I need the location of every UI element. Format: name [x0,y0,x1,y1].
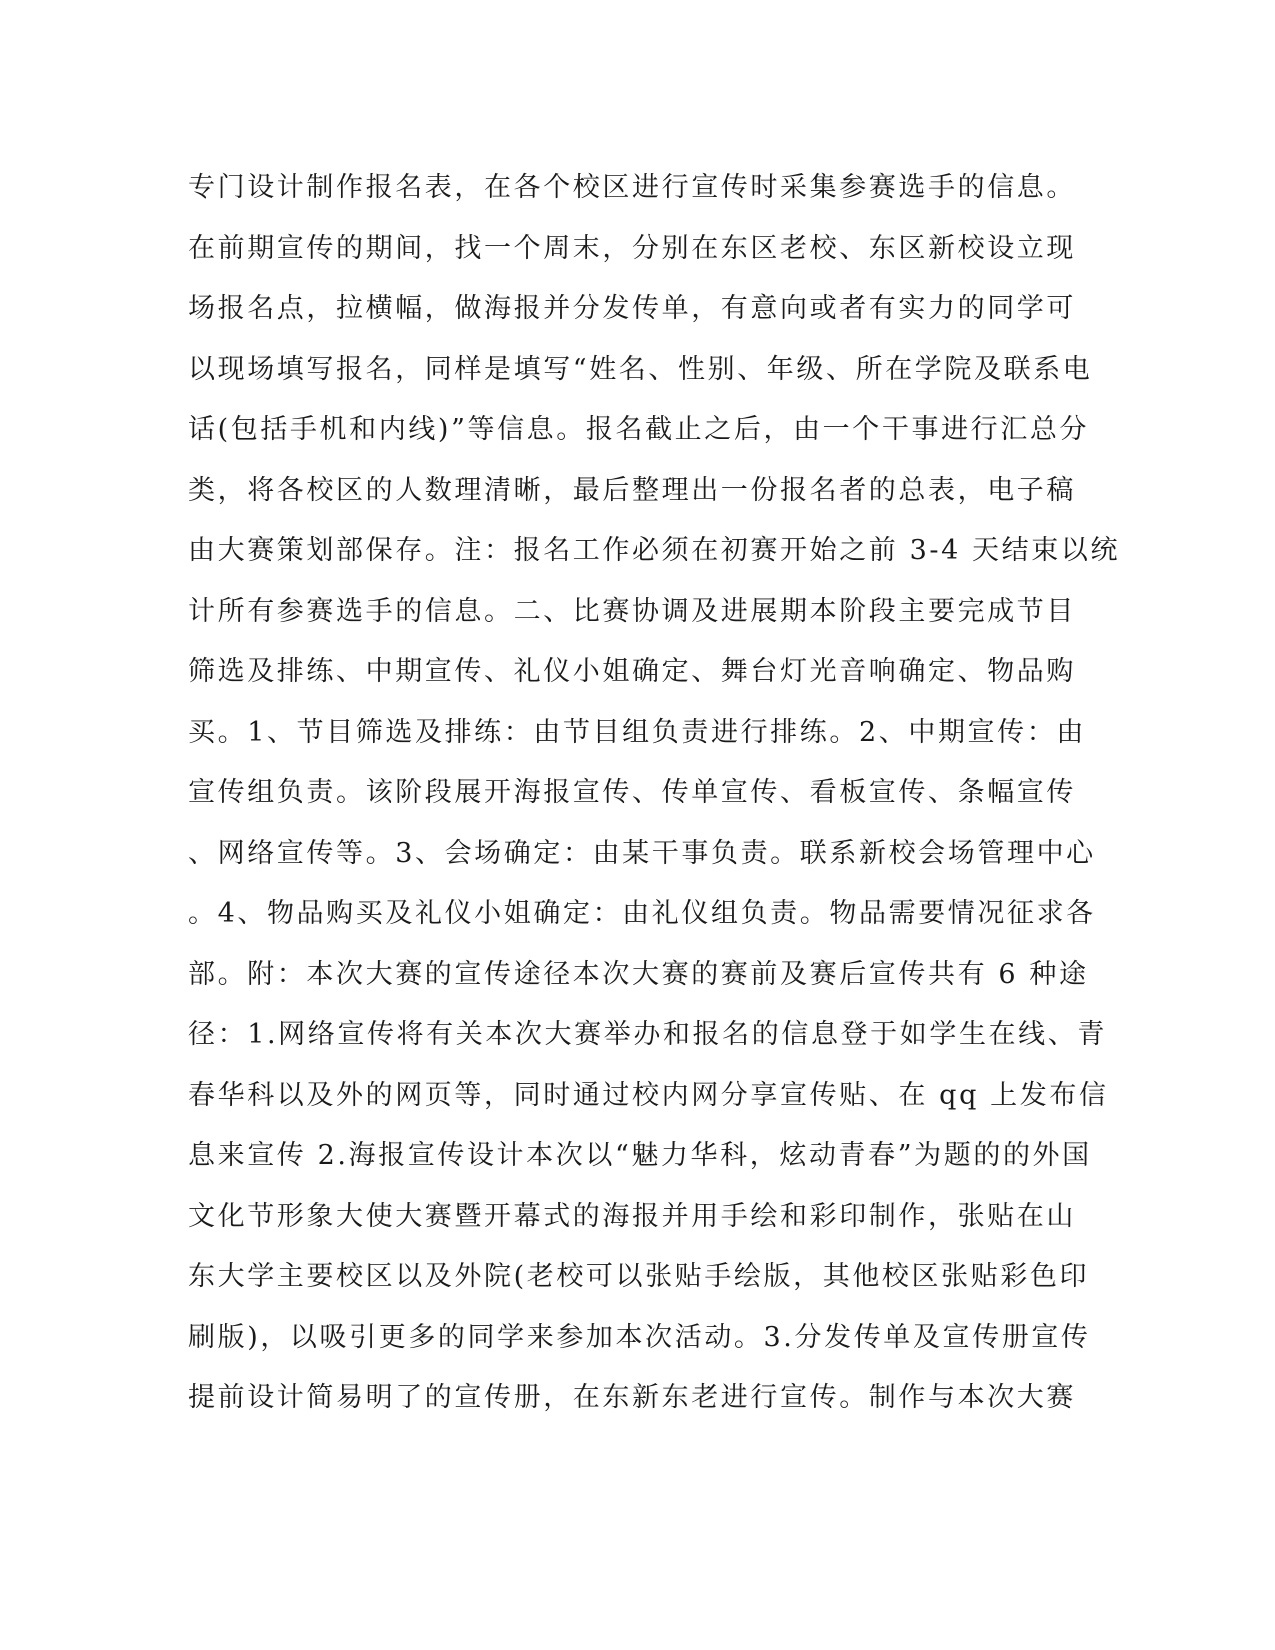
text-line: 类，将各校区的人数理清晰，最后整理出一份报名者的总表，电子稿 [188,474,1076,506]
text-line: 春华科以及外的网页等，同时通过校内网分享宣传贴、在 qq 上发布信 [188,1079,1109,1111]
text-line: 买。1、节目筛选及排练：由节目组负责进行排练。2、中期宣传：由 [188,716,1086,748]
text-line: 。4、物品购买及礼仪小姐确定：由礼仪组负责。物品需要情况征求各 [188,898,1096,929]
text-line: 部。附：本次大赛的宣传途径本次大赛的赛前及赛后宣传共有 6 种途 [188,958,1089,990]
text-line: 以现场填写报名，同样是填写“姓名、性别、年级、所在学院及联系电 [188,353,1093,385]
text-line: 息来宣传 2.海报宣传设计本次以“魅力华科，炫动青春”为题的的外国 [188,1140,1092,1171]
text-line: 径：1.网络宣传将有关本次大赛举办和报名的信息登于如学生在线、青 [188,1019,1107,1050]
text-line: 文化节形象大使大赛暨开幕式的海报并用手绘和彩印制作，张贴在山 [188,1200,1076,1232]
text-line: 由大赛策划部保存。注：报名工作必须在初赛开始之前 3-4 天结束以统 [188,535,1121,566]
text-line: 、网络宣传等。3、会场确定：由某干事负责。联系新校会场管理中心 [188,837,1096,869]
body-text [188,158,1121,1429]
text-line: 宣传组负责。该阶段展开海报宣传、传单宣传、看板宣传、条幅宣传 [188,777,1076,808]
text-line: 场报名点，拉横幅，做海报并分发传单，有意向或者有实力的同学可 [188,293,1076,324]
text-line: 话(包括手机和内线)”等信息。报名截止之后，由一个干事进行汇总分 [188,414,1090,445]
text-line: 东大学主要校区以及外院(老校可以张贴手绘版，其他校区张贴彩色印 [188,1261,1090,1292]
text-line: 计所有参赛选手的信息。二、比赛协调及进展期本阶段主要完成节目 [188,595,1076,627]
text-line: 筛选及排练、中期宣传、礼仪小姐确定、舞台灯光音响确定、物品购 [188,656,1076,687]
text-line: 刷版)，以吸引更多的同学来参加本次活动。3.分发传单及宣传册宣传 [188,1321,1091,1353]
text-line: 提前设计简易明了的宣传册，在东新东老进行宣传。制作与本次大赛 [188,1382,1076,1413]
text-line: 在前期宣传的期间，找一个周末，分别在东区老校、东区新校设立现 [188,232,1076,264]
text-line: 专门设计制作报名表，在各个校区进行宣传时采集参赛选手的信息。 [188,172,1076,203]
